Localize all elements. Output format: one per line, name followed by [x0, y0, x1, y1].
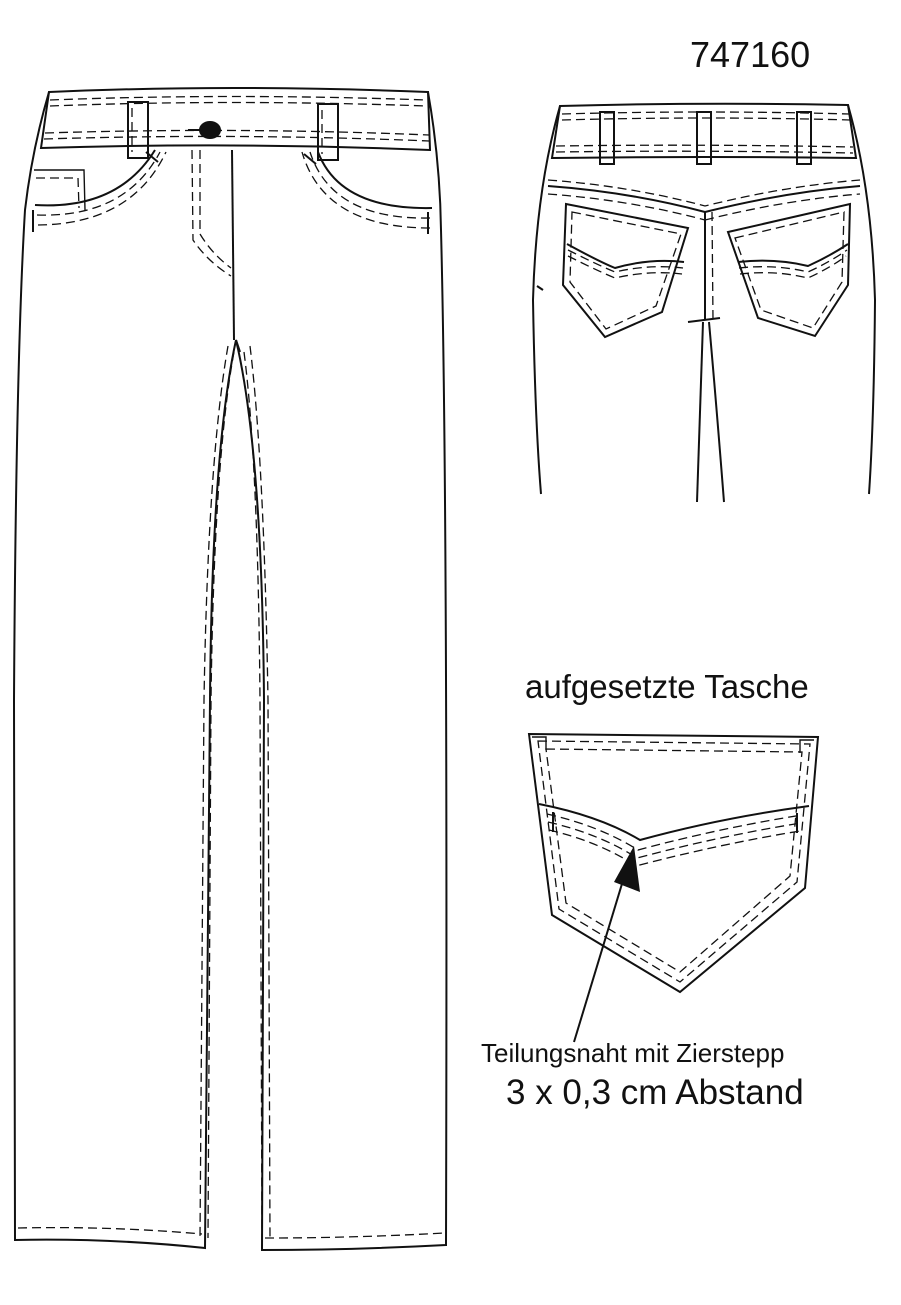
- back-outline-right: [848, 105, 875, 494]
- back-pocket-right: [728, 204, 850, 336]
- pocket-dividing-seam: [539, 804, 809, 840]
- seam-note-line-2: 3 x 0,3 cm Abstand: [506, 1073, 804, 1112]
- seam-note-line-1: Teilungsnaht mit Zierstepp: [481, 1038, 785, 1068]
- jeans-front-view: [14, 88, 446, 1250]
- pocket-detail: [529, 734, 818, 1042]
- back-outline-left: [533, 106, 560, 494]
- article-number: 747160: [690, 34, 811, 75]
- front-button: [199, 121, 221, 139]
- pocket-detail-title: aufgesetzte Tasche: [525, 668, 809, 705]
- callout-arrow: [574, 864, 628, 1042]
- pocket-detail-outline: [529, 734, 818, 992]
- front-belt-loop-left: [128, 102, 148, 158]
- jeans-back-view: [533, 104, 875, 502]
- back-belt-loop-right: [797, 112, 811, 164]
- front-left-leg-outline: [14, 92, 236, 1248]
- callout-arrowhead: [614, 846, 640, 892]
- back-belt-loop-left: [600, 112, 614, 164]
- front-waistband: [41, 88, 430, 150]
